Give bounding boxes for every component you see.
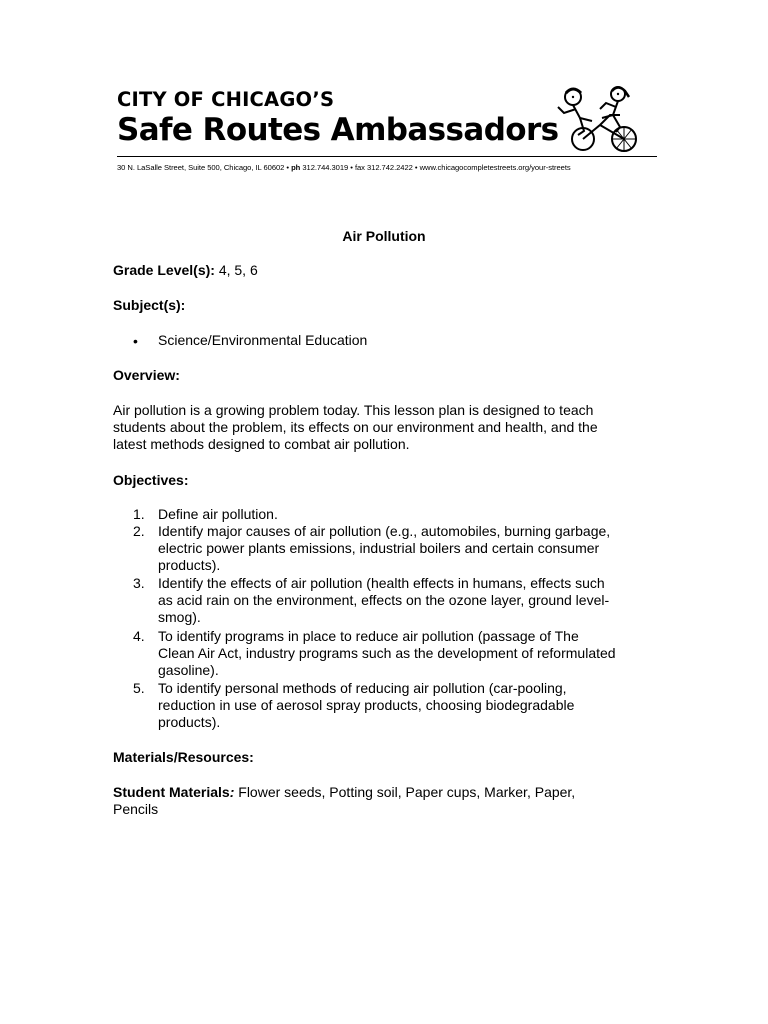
grade-level-value: 4, 5, 6	[218, 262, 258, 278]
objective-line: products).	[158, 714, 221, 730]
objective-line: products).	[158, 557, 221, 573]
objective-line: Clean Air Act, industry programs such as the development of reformulated	[158, 645, 616, 661]
bullet-icon: •	[133, 333, 138, 349]
letterhead-contact-line	[117, 163, 657, 172]
objective-line: Define air pollution.	[158, 506, 278, 522]
letterhead-program-name: Safe Routes Ambassadors	[117, 112, 559, 148]
objective-line: smog).	[158, 609, 201, 625]
student-materials-colon: :	[229, 784, 235, 800]
objective-line: reduction in use of aerosol spray products, choosing biodegradable	[158, 697, 575, 713]
letterhead-city: CITY OF CHICAGO’S	[117, 88, 335, 111]
separator-bullet: •	[286, 163, 292, 172]
subjects-heading: Subject(s):	[113, 297, 186, 313]
objective-line: Identify major causes of air pollution (e.g., automobiles, burning garbage,	[158, 523, 611, 539]
objective-number: 2.	[133, 523, 145, 539]
objective-item	[158, 628, 616, 679]
overview-line: latest methods designed to combat air pollution.	[113, 436, 410, 452]
student-materials-line: Flower seeds, Potting soil, Paper cups, Marker, Paper,	[234, 784, 576, 800]
subject-item: Science/Environmental Education	[158, 332, 368, 348]
letterhead-address: 30 N. LaSalle Street, Suite 500, Chicago, IL 60602	[117, 163, 285, 172]
objective-item	[158, 506, 278, 523]
objective-line: gasoline).	[158, 662, 219, 678]
overview-heading: Overview:	[113, 367, 180, 383]
lesson-title: Air Pollution	[342, 228, 426, 244]
overview-line: Air pollution is a growing problem today. This lesson plan is designed to teach	[113, 402, 594, 418]
objective-item	[158, 680, 574, 731]
objective-line: as acid rain on the environment, effects on the ozone layer, ground level-	[158, 592, 610, 608]
grade-level-label: Grade Level(s):	[113, 262, 215, 278]
kids-on-bicycle-icon	[550, 85, 640, 157]
objective-line: Identify the effects of air pollution (health effects in humans, effects such	[158, 575, 605, 591]
student-materials-label: Student Materials	[113, 784, 230, 800]
letterhead-divider	[117, 156, 657, 157]
separator-bullet: •	[414, 163, 420, 172]
grade-level-line	[113, 262, 258, 279]
objective-item	[158, 523, 610, 574]
letterhead	[117, 85, 657, 180]
objective-item	[158, 575, 609, 626]
objective-number: 1.	[133, 506, 145, 522]
letterhead-phone: 312.744.3019	[302, 163, 349, 172]
letterhead-fax: fax 312.742.2422	[354, 163, 413, 172]
objective-line: To identify programs in place to reduce air pollution (passage of The	[158, 628, 579, 644]
overview-line: students about the problem, its effects on our environment and health, and the	[113, 419, 598, 435]
letterhead-website[interactable]: www.chicagocompletestreets.org/your-streets	[419, 163, 571, 172]
objective-line: To identify personal methods of reducing air pollution (car-pooling,	[158, 680, 567, 696]
objective-line: electric power plants emissions, industrial boilers and certain consumer	[158, 540, 600, 556]
objectives-heading: Objectives:	[113, 472, 189, 488]
materials-heading: Materials/Resources:	[113, 749, 254, 765]
objective-number: 4.	[133, 628, 145, 644]
student-materials-line: Pencils	[113, 801, 159, 817]
student-materials-paragraph	[113, 784, 575, 818]
overview-paragraph	[113, 402, 598, 453]
separator-bullet: •	[350, 163, 355, 172]
letterhead-phone-label: ph	[291, 163, 301, 172]
objective-number: 5.	[133, 680, 145, 696]
objective-number: 3.	[133, 575, 145, 591]
